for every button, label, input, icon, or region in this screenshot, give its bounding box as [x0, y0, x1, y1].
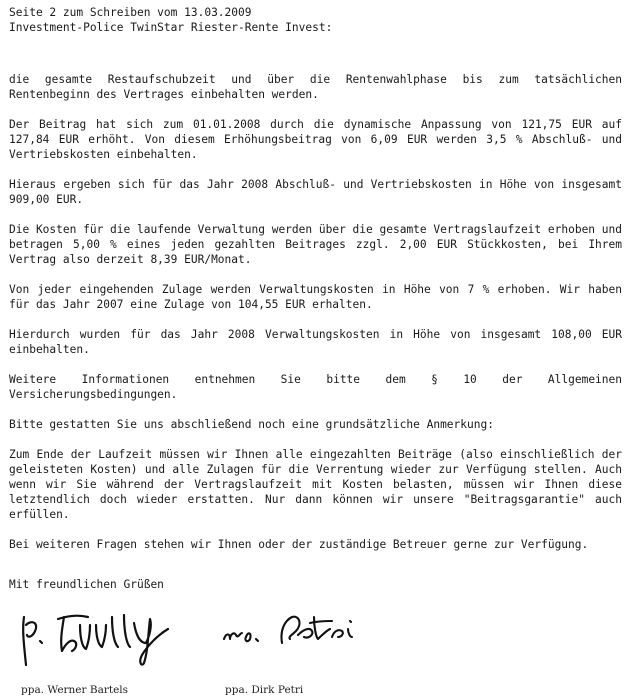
signatory-name-bartels: ppa. Werner Bartels [21, 684, 129, 696]
paragraph-abschlusskosten: Hieraus ergeben sich für das Jahr 2008 Abschluß- und Vertriebskosten in Höhe von insgesamt 909,00 EUR. [9, 178, 622, 206]
paragraph-restaufschubzeit: die gesamte Restaufschubzeit und über die Rentenwahlphase bis zum tatsächlichen Rentenbeginn des Vertrages einbehalten werden. [9, 73, 622, 101]
paragraph-verwaltungskosten-gesamt: Hierdurch wurden für das Jahr 2008 Verwaltungskosten in Höhe von insgesamt 108,00 EUR einbehalten. [9, 328, 622, 356]
paragraph-beitragsgarantie: Zum Ende der Laufzeit müssen wir Ihnen alle eingezahlten Beiträge (also einschließlich der geleisteten Kosten) und alle Zulagen für die Verrentung wieder zur Verfügung stellen. Auch wenn wir Sie während der Vertragslaufzeit mit Kosten belasten, müssen wir Ihnen diese letztendlich doch wieder erstatten. Nur dann können wir unsere "Beitragsgarantie" auch erfüllen. [9, 448, 622, 521]
paragraph-anmerkung-intro: Bitte gestatten Sie uns abschließend noch eine grundsätzliche Anmerkung: [9, 418, 494, 431]
paragraph-verwaltungskosten: Die Kosten für die laufende Verwaltung werden über die gesamte Vertragslaufzeit erhoben und betragen 5,00 % eines jeden gezahlten Beitrages zzgl. 2,00 EUR Stückkosten, bei Ihrem Vertrag also derzeit 8,39 EUR/Monat. [9, 223, 622, 266]
closing-salutation: Mit freundlichen Grüßen [9, 578, 164, 591]
handwritten-signature-petri-icon [218, 609, 388, 669]
policy-title-line: Investment-Police TwinStar Riester-Rente Invest: [9, 21, 333, 34]
signatory-name-petri: ppa. Dirk Petri [225, 684, 304, 696]
paragraph-beitrag-anpassung: Der Beitrag hat sich zum 01.01.2008 durch die dynamische Anpassung von 121,75 EUR auf 127,84 EUR erhöht. Von diesem Erhöhungsbeitrag von 6,09 EUR werden 3,5 % Abschluß- und Vertriebskosten einbehalten. [9, 118, 622, 161]
signature-petri [218, 609, 388, 669]
paragraph-weitere-informationen: Weitere Informationen entnehmen Sie bitte dem § 10 der Allgemeinen Versicherungsbedingungen. [9, 373, 622, 401]
handwritten-signature-bartels-icon [18, 605, 188, 675]
paragraph-zulage: Von jeder eingehenden Zulage werden Verwaltungskosten in Höhe von 7 % erhoben. Wir haben für das Jahr 2007 eine Zulage von 104,55 EUR erhalten. [9, 283, 622, 311]
letter-header [9, 5, 622, 35]
paragraph-fragen: Bei weiteren Fragen stehen wir Ihnen oder der zuständige Betreuer gerne zur Verfügung. [9, 538, 589, 551]
letter-page [9, 5, 622, 592]
page-reference-line: Seite 2 zum Schreiben vom 13.03.2009 [9, 6, 252, 19]
signature-block [0, 605, 640, 700]
signature-bartels [18, 605, 188, 675]
